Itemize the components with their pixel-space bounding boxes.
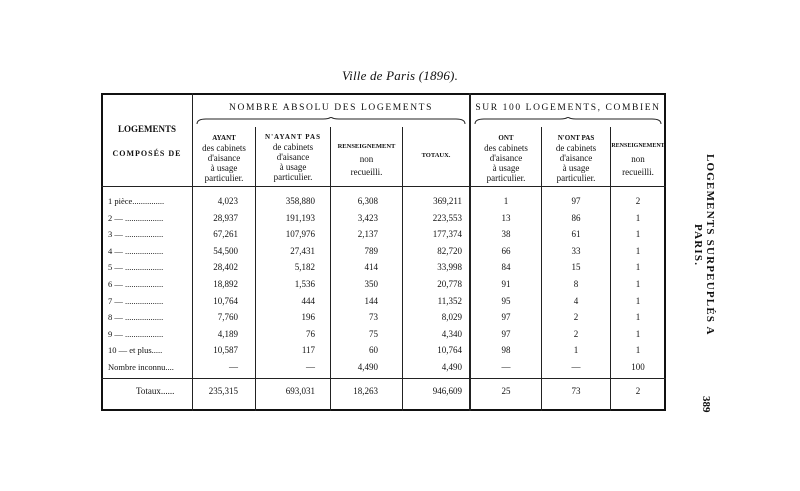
- cell-rens2: 1: [635, 345, 641, 355]
- totals-rule: [101, 378, 666, 379]
- cell-ayant: 18,892: [213, 279, 238, 289]
- cell-nayant: 358,880: [285, 196, 315, 206]
- cell-ont: 38: [501, 229, 511, 239]
- cell-nayant: 196: [301, 312, 315, 322]
- column-divider: [469, 93, 471, 411]
- totals-cell-rens: 18,263: [353, 386, 378, 396]
- col-header-totaux: TOTAUX.: [421, 152, 451, 159]
- cell-tot: 369,211: [433, 196, 462, 206]
- cell-ayant: —: [229, 362, 238, 372]
- row-label: 8 — ..................: [108, 312, 164, 322]
- cell-tot: 177,374: [432, 229, 462, 239]
- cell-tot: 82,720: [437, 246, 462, 256]
- page-number: 389: [700, 396, 712, 413]
- row-label: 7 — ..................: [108, 296, 164, 306]
- group-brace-per100: [474, 117, 662, 125]
- cell-nont: 33: [571, 246, 581, 256]
- totals-label: Totaux......: [136, 386, 175, 396]
- cell-nont: 15: [571, 262, 581, 272]
- cell-nayant: 76: [306, 329, 315, 339]
- cell-nont: 4: [573, 296, 579, 306]
- col-header-ont: ONT des cabinets d'aisance à usage particulier.: [484, 134, 528, 183]
- cell-rens: 75: [369, 329, 378, 339]
- cell-nayant: 191,193: [285, 213, 315, 223]
- cell-rens: 789: [364, 246, 378, 256]
- row-label: 5 — ..................: [108, 262, 164, 272]
- totals-cell-nayant: 693,031: [285, 386, 315, 396]
- cell-rens2: 1: [635, 329, 641, 339]
- cell-nont: 1: [573, 345, 579, 355]
- col-header-renseignement: RENSEIGNEMENT non recueilli.: [337, 143, 396, 177]
- column-divider: [255, 127, 256, 411]
- cell-rens: 414: [364, 262, 378, 272]
- cell-rens: 6,308: [357, 196, 378, 206]
- cell-nayant: 117: [301, 345, 315, 355]
- cell-rens: 350: [364, 279, 378, 289]
- cell-rens: 73: [369, 312, 378, 322]
- cell-nont: 61: [571, 229, 581, 239]
- cell-ont: 91: [501, 279, 511, 289]
- cell-tot: 20,778: [437, 279, 462, 289]
- totals-cell-ayant: 235,315: [208, 386, 238, 396]
- side-running-title: LOGEMENTS SURPEUPLÉS A PARIS.: [692, 154, 716, 336]
- row-label: 10 — et plus.....: [108, 345, 163, 355]
- row-label: 1 pièce...............: [108, 196, 165, 206]
- column-divider: [330, 127, 331, 411]
- cell-nayant: 27,431: [290, 246, 315, 256]
- cell-nayant: —: [306, 362, 315, 372]
- cell-rens: 144: [364, 296, 378, 306]
- cell-ayant: 28,402: [213, 262, 238, 272]
- cell-rens2: 1: [635, 229, 641, 239]
- cell-nont: 86: [571, 213, 581, 223]
- cell-ont: 13: [501, 213, 511, 223]
- page-title: Ville de Paris (1896).: [341, 68, 459, 83]
- cell-ont: 66: [501, 246, 511, 256]
- group-header-per100: SUR 100 LOGEMENTS, COMBIEN: [475, 103, 661, 113]
- cell-ayant: 10,764: [213, 296, 238, 306]
- totals-cell-tot: 946,609: [432, 386, 462, 396]
- cell-tot: 10,764: [437, 345, 462, 355]
- col-header-nont: N'ONT PAS de cabinets d'aisance à usage particulier.: [555, 134, 597, 183]
- cell-ayant: 54,500: [213, 246, 238, 256]
- cell-ayant: 4,189: [217, 329, 238, 339]
- cell-tot: 4,490: [441, 362, 462, 372]
- cell-ont: 84: [501, 262, 511, 272]
- cell-nont: 2: [573, 329, 579, 339]
- row-label: 6 — ..................: [108, 279, 164, 289]
- row-label: 9 — ..................: [108, 329, 164, 339]
- row-label: 3 — ..................: [108, 229, 164, 239]
- column-divider: [541, 127, 542, 411]
- cell-tot: 4,340: [441, 329, 462, 339]
- cell-tot: 223,553: [432, 213, 462, 223]
- column-divider: [402, 127, 403, 411]
- cell-ayant: 67,261: [213, 229, 238, 239]
- cell-nont: 8: [573, 279, 579, 289]
- cell-nayant: 444: [301, 296, 315, 306]
- row-label: 2 — ..................: [108, 213, 164, 223]
- cell-rens2: 1: [635, 296, 641, 306]
- row-heading-composes: COMPOSÉS DE: [112, 149, 182, 158]
- cell-tot: 33,998: [437, 262, 462, 272]
- header-rule: [101, 186, 666, 187]
- cell-rens: 2,137: [357, 229, 378, 239]
- group-brace-absolute: [196, 117, 466, 125]
- totals-cell-ont: 25: [501, 386, 511, 396]
- row-label: 4 — ..................: [108, 246, 164, 256]
- cell-nont: —: [571, 362, 581, 372]
- cell-ont: 95: [501, 296, 511, 306]
- cell-rens: 60: [369, 345, 378, 355]
- column-divider: [192, 93, 193, 411]
- cell-tot: 11,352: [437, 296, 462, 306]
- cell-nont: 97: [571, 196, 581, 206]
- cell-ont: 97: [501, 312, 511, 322]
- cell-rens2: 1: [635, 246, 641, 256]
- cell-ayant: 10,587: [213, 345, 238, 355]
- cell-ont: —: [501, 362, 511, 372]
- cell-rens2: 2: [635, 196, 641, 206]
- cell-tot: 8,029: [441, 312, 462, 322]
- cell-ont: 1: [503, 196, 509, 206]
- totals-cell-rens2: 2: [635, 386, 641, 396]
- cell-ayant: 7,760: [217, 312, 238, 322]
- cell-nayant: 5,182: [294, 262, 315, 272]
- cell-nont: 2: [573, 312, 579, 322]
- cell-rens2: 100: [631, 362, 645, 372]
- row-label: Nombre inconnu....: [108, 362, 174, 372]
- totals-cell-nont: 73: [571, 386, 581, 396]
- cell-ayant: 28,937: [213, 213, 238, 223]
- cell-rens2: 1: [635, 279, 641, 289]
- cell-ayant: 4,023: [217, 196, 238, 206]
- col-header-ayant: AYANT des cabinets d'aisance à usage particulier.: [202, 134, 246, 183]
- cell-nayant: 107,976: [285, 229, 315, 239]
- cell-rens2: 1: [635, 262, 641, 272]
- cell-nayant: 1,536: [294, 279, 315, 289]
- cell-ont: 97: [501, 329, 511, 339]
- row-heading-logements: LOGEMENTS: [117, 124, 176, 134]
- col-header-nayant: N'AYANT PAS de cabinets d'aisance à usage particulier.: [265, 133, 321, 182]
- cell-rens2: 1: [635, 213, 641, 223]
- col-header-renseignement-2: RENSEIGNEMENT non recueilli.: [611, 143, 665, 177]
- group-header-absolute: NOMBRE ABSOLU DES LOGEMENTS: [229, 103, 433, 113]
- cell-rens2: 1: [635, 312, 641, 322]
- cell-rens: 3,423: [357, 213, 378, 223]
- cell-ont: 98: [501, 345, 511, 355]
- cell-rens: 4,490: [357, 362, 378, 372]
